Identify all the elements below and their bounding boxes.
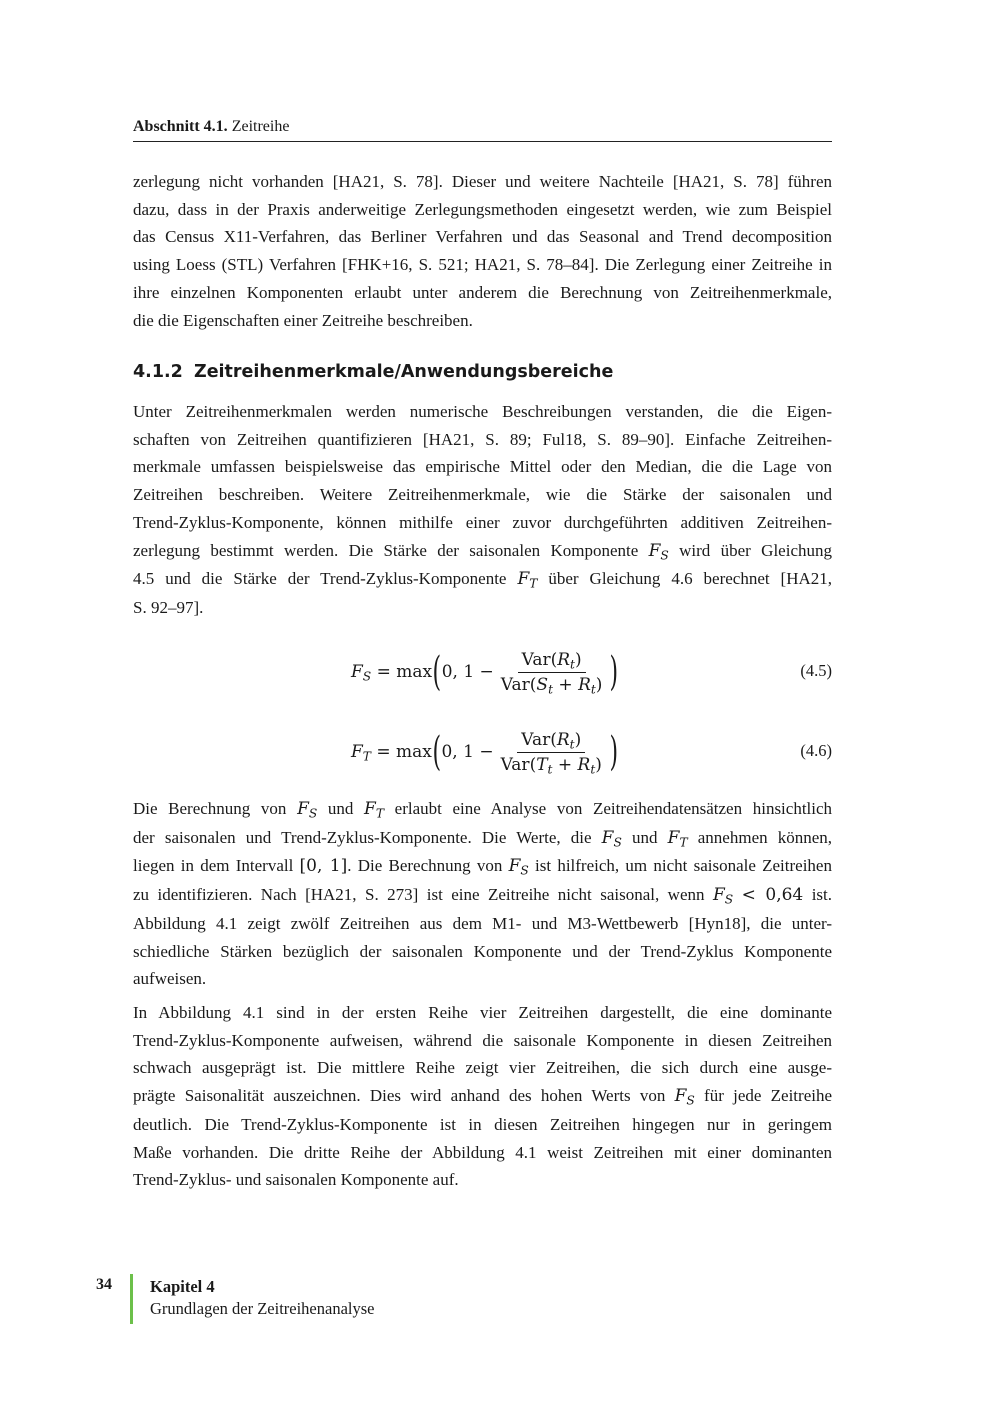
paragraph-2 xyxy=(133,398,832,622)
text-line: ihre einzelnen Komponenten erlaubt unter anderem die Berechnung von Zeitreihenmerkmale, xyxy=(133,282,832,302)
math-ft: $F_T$ xyxy=(517,569,538,591)
text-line: der saisonalen und Trend-Zyklus-Komponente. Die Werte, die $F_S$ und $F_T$ annehmen können, xyxy=(133,827,833,850)
text-line: dazu, dass in der Praxis anderweitige Zerlegungsmethoden eingesetzt werden, wie zum Beispiel xyxy=(133,199,832,219)
text-line: merkmale umfassen beispielsweise das empirische Mittel oder den Median, die die Lage von xyxy=(133,457,832,477)
section-number: 4.1.2 xyxy=(133,362,183,382)
text-line: zerlegung nicht vorhanden [HA21, S. 78]. Dieser und weitere Nachteile [HA21, S. 78] führen xyxy=(133,172,832,191)
chapter-label: Kapitel 4 xyxy=(150,1277,215,1296)
text-line: Maße vorhanden. Die dritte Reihe der Abbildung 4.1 weist Zeitreihen mit einer dominanten xyxy=(133,1142,832,1162)
text-line: zu identifizieren. Nach [HA21, S. 273] ist eine Zeitreihe nicht saisonal, wenn $F_S < 0,64$ ist. xyxy=(133,885,832,907)
text-line: using Loess (STL) Verfahren [FHK+16, S. 521; HA21, S. 78–84]. Die Zerlegung einer Zeitreihe in xyxy=(133,255,832,275)
footer-chapter xyxy=(150,1276,374,1320)
paragraph-3 xyxy=(133,795,832,993)
page-number: 34 xyxy=(96,1276,112,1293)
text-line: In Abbildung 4.1 sind in der ersten Reihe vier Zeitreihen dargestellt, die eine dominante xyxy=(133,1003,832,1022)
text-line: deutlich. Die Trend-Zyklus-Komponente ist in diesen Zeitreihen hingegen nur in geringem xyxy=(133,1114,832,1134)
text-line: das Census X11-Verfahren, das Berliner Verfahren und das Seasonal and Trend decomposition xyxy=(133,227,832,247)
fraction: $\frac{Var(R_t)}{Var(T_t + R_t)}$ xyxy=(500,729,602,777)
text-line: aufweisen. xyxy=(133,969,207,989)
text-line: 4.5 und die Stärke der Trend-Zyklus-Komponente $F_T$ über Gleichung 4.6 berechnet [HA21, xyxy=(133,569,833,591)
text-line: liegen in dem Intervall [0, 1]. Die Berechnung von $F_S$ ist hilfreich, um nicht saisonale Zeitreihen xyxy=(133,856,832,879)
math-fs: $F_S$ xyxy=(648,540,669,563)
text-line: S. 92–97]. xyxy=(133,597,204,617)
text-line: schaften von Zeitreihen quantifizieren [HA21, S. 89; Ful18, S. 89–90]. Einfache Zeitreihen- xyxy=(133,429,832,449)
equation-number: (4.5) xyxy=(800,661,832,680)
text-line: zerlegung bestimmt werden. Die Stärke der saisonalen Komponente $F_S$ wird über Gleichung xyxy=(133,540,833,563)
text-line: Die Berechnung von $F_S$ und $F_T$ erlaubt eine Analyse von Zeitreihendatensätzen hinsichtlich xyxy=(133,799,833,821)
text-line: Unter Zeitreihenmerkmalen werden numerische Beschreibungen verstanden, die die Eigen- xyxy=(133,402,832,421)
section-title: Zeitreihenmerkmale/Anwendungsbereiche xyxy=(194,362,614,382)
section-heading xyxy=(133,360,613,384)
text-line: schiedliche Stärken bezüglich der saisonalen Komponente und der Trend-Zyklus Komponente xyxy=(133,941,832,961)
chapter-title: Grundlagen der Zeitreihenanalyse xyxy=(150,1299,375,1318)
text-line: die die Eigenschaften einer Zeitreihe beschreiben. xyxy=(133,310,473,330)
footer-accent-bar xyxy=(130,1274,133,1324)
text-line: prägte Saisonalität auszeichnen. Dies wird anhand des hohen Werts von $F_S$ für jede Zeitreihe xyxy=(133,1086,833,1108)
equation-4-5: $F_S$ = max ( 0, 1 − $\frac{Var(R_t)}{Var(S_t + R_t)}$ ) (4.5) xyxy=(351,649,832,697)
equation-number: (4.6) xyxy=(800,741,832,760)
fraction: $\frac{Var(R_t)}{Var(S_t + R_t)}$ xyxy=(500,649,603,697)
text-line: Zeitreihen beschreiben. Weitere Zeitreihenmerkmale, wie die Stärke der saisonalen und xyxy=(133,485,832,505)
header-section-title: Zeitreihe xyxy=(231,118,290,135)
equation-4-6: $F_T$ = max ( 0, 1 − $\frac{Var(R_t)}{Var(T_t + R_t)}$ ) (4.6) xyxy=(351,729,832,777)
text-line: Abbildung 4.1 zeigt zwölf Zeitreihen aus dem M1- und M3-Wettbewerb [Hyn18], die unter- xyxy=(133,913,832,933)
header-section-label: Abschnitt 4.1. xyxy=(133,118,228,135)
running-header xyxy=(133,117,832,142)
paragraph-4 xyxy=(133,999,832,1194)
text-line: Trend-Zyklus-Komponente, können mithilfe einer zuvor durchgeführten additiven Zeitreihen- xyxy=(133,512,832,532)
text-line: Trend-Zyklus-Komponente aufweisen, während die saisonale Komponente in diesen Zeitreihen xyxy=(133,1030,832,1050)
paragraph-1 xyxy=(133,168,832,334)
text-line: Trend-Zyklus- und saisonalen Komponente auf. xyxy=(133,1170,459,1190)
text-line: schwach ausgeprägt ist. Die mittlere Reihe zeigt vier Zeitreihen, die sich durch eine ausge- xyxy=(133,1058,832,1078)
